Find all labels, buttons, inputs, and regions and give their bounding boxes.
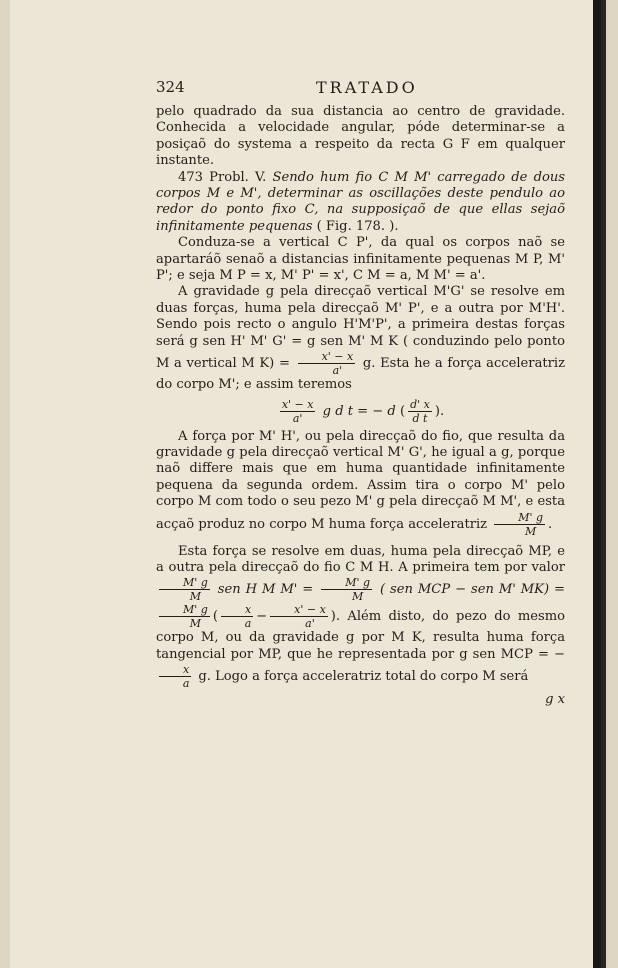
running-title: TRATADO xyxy=(316,78,418,97)
fraction-denominator: a xyxy=(244,617,252,631)
eq1-right-fraction xyxy=(408,398,432,425)
paragraph-5: A força por M' H', ou pela direcçaõ do fio, que resulta da gravidade g pela direcçaõ vertical M' G', he igual a g, porque naõ differe mais que em huma quantidade infinitamente pequena da segunda ordem. Assim tira o corpo M' pelo corpo M com todo o seu pezo M' g pela direcçaõ M M', e esta acçaõ produz no corpo M huma força acceleratriz $\frac{M' g}{M}$ . xyxy=(156,428,565,538)
problem-label: 473 Probl. V. xyxy=(178,169,267,185)
p6-fraction-2 xyxy=(321,576,372,603)
p6-text-b: Além disto, do pezo do mesmo corpo M, ou da gravidade g por M K, resulta huma força tangencial por MP, que he representada por g sen MCP = xyxy=(156,609,565,662)
p6-fraction-1 xyxy=(159,576,210,603)
fraction-numerator: M' g xyxy=(321,576,372,590)
fraction-numerator: M' g xyxy=(159,603,210,617)
fraction-numerator: x' − x xyxy=(281,397,314,411)
page-number: 324 xyxy=(156,78,185,96)
fraction-denominator: a xyxy=(182,677,190,691)
p6-text-a: Esta força se resolve em duas, huma pela direcçaõ MP, e a outra pela direcçaõ do fio C M H. A primeira tem por valor xyxy=(156,543,565,575)
p6-equals: = xyxy=(554,582,566,598)
body-text xyxy=(156,104,565,709)
fraction-p5 xyxy=(494,511,545,538)
paragraph-4 xyxy=(156,284,565,393)
fraction-numerator: M' g xyxy=(494,511,545,525)
fraction-numerator: x' − x xyxy=(270,603,328,617)
p6-fraction-6 xyxy=(159,663,191,690)
equation-1: $\frac{x' - x}{a'}$ g d t = − d ( $\frac{d' x}{\text{d t}}$ ). xyxy=(281,397,445,425)
paragraph-3: Conduza-se a vertical C P', da qual os corpos naõ se apartaráõ senaõ a distancias infinitamente pequenas M P, M' P'; e seja M P = x, M' P' = x', C M = a, M M' = a'. xyxy=(156,235,565,284)
fraction-numerator: x' − x xyxy=(298,350,356,364)
fraction-denominator: d t xyxy=(412,411,428,425)
fraction-numerator: d' x xyxy=(410,397,430,411)
p4-text-a: A gravidade g pela direcçaõ vertical M'G' se resolve em duas forças, huma pela direcçaõ M' P', e a outra por M'H'. Sendo pois recto o angulo H'M'P', a primeira destas forças será g sen H' M' G' = g sen M' M K ( conduzindo pelo ponto M a vertical M K) = xyxy=(156,284,565,372)
p6-fraction-4 xyxy=(221,603,253,630)
book-page xyxy=(10,0,606,968)
fraction-numerator: x xyxy=(159,663,191,677)
problem-statement: Sendo hum fio C M M' carregado de dous corpos M e M', determinar as oscillações deste pendulo ao redor do ponto fixo C, na supposiçaõ de que ellas sejaõ infinitamente pequenas xyxy=(156,169,565,234)
p6-middle-1: sen H M M' = xyxy=(217,582,314,598)
fraction-denominator: M xyxy=(189,590,202,604)
p6-fraction-5 xyxy=(270,603,328,630)
fraction-denominator: M xyxy=(352,590,364,604)
fraction-denominator: a' xyxy=(332,364,343,378)
fraction-denominator: a' xyxy=(305,617,315,631)
p6-text-c: g. Logo a força acceleratriz total do corpo M será xyxy=(198,669,529,685)
page-edge xyxy=(593,0,601,968)
eq1-fraction xyxy=(280,398,316,425)
fraction-denominator: M xyxy=(189,617,202,631)
catchword: g x xyxy=(545,692,565,708)
page-header xyxy=(156,78,556,100)
p5-text: A força por M' H', ou pela direcçaõ do fio, que resulta da gravidade g pela direcçaõ vertical M' G', he igual a g, porque naõ differe mais que em huma quantidade infinitamente pequena da segunda ordem. Assim tira o corpo M' pelo corpo M com todo o seu pezo M' g pela direcçaõ M M', e esta acçaõ produz no corpo M huma força acceleratriz xyxy=(156,428,565,532)
fraction-numerator: x xyxy=(221,603,253,617)
fraction-p4 xyxy=(298,350,356,377)
figure-reference: ( Fig. 178. ). xyxy=(316,218,399,234)
p6-middle-2: ( sen MCP − sen M' MK) xyxy=(380,582,550,598)
paragraph-1: pelo quadrado da sua distancia ao centro de gravidade. Conhecida a velocidade angular, póde determinar-se a posiçaõ do systema a respeito da recta G F em qualquer instante. xyxy=(156,104,565,169)
problem-paragraph xyxy=(156,170,565,236)
fraction-denominator: M xyxy=(525,524,537,538)
p6-fraction-3 xyxy=(159,603,210,630)
p4-text-b: g. Esta he a força acceleratriz do corpo M'; e assim teremos xyxy=(156,356,565,393)
paragraph-6: Esta força se resolve em duas, huma pela direcçaõ MP, e a outra pela direcçaõ do fio C M H. A primeira tem por valor $\frac{M' g}{M}$ sen H M M' = $\frac{M' g}{M}$ ( sen MCP − sen M' MK) = $\frac{M' g}{M}$ ( $\frac{x}{a}$ − $\frac{x' - x}{a'}$ ). Além disto, do pezo do mesmo corpo M, ou da gravidade g por M K, resulta huma força tangencial por MP, que he representada por g sen MCP = − $\frac{x}{a}$ g. Logo a força acceleratriz total do corpo M será xyxy=(156,543,566,691)
eq1-middle: g d t = − d xyxy=(322,403,396,419)
fraction-denominator: a' xyxy=(292,411,303,425)
fraction-numerator: M' g xyxy=(159,576,210,590)
